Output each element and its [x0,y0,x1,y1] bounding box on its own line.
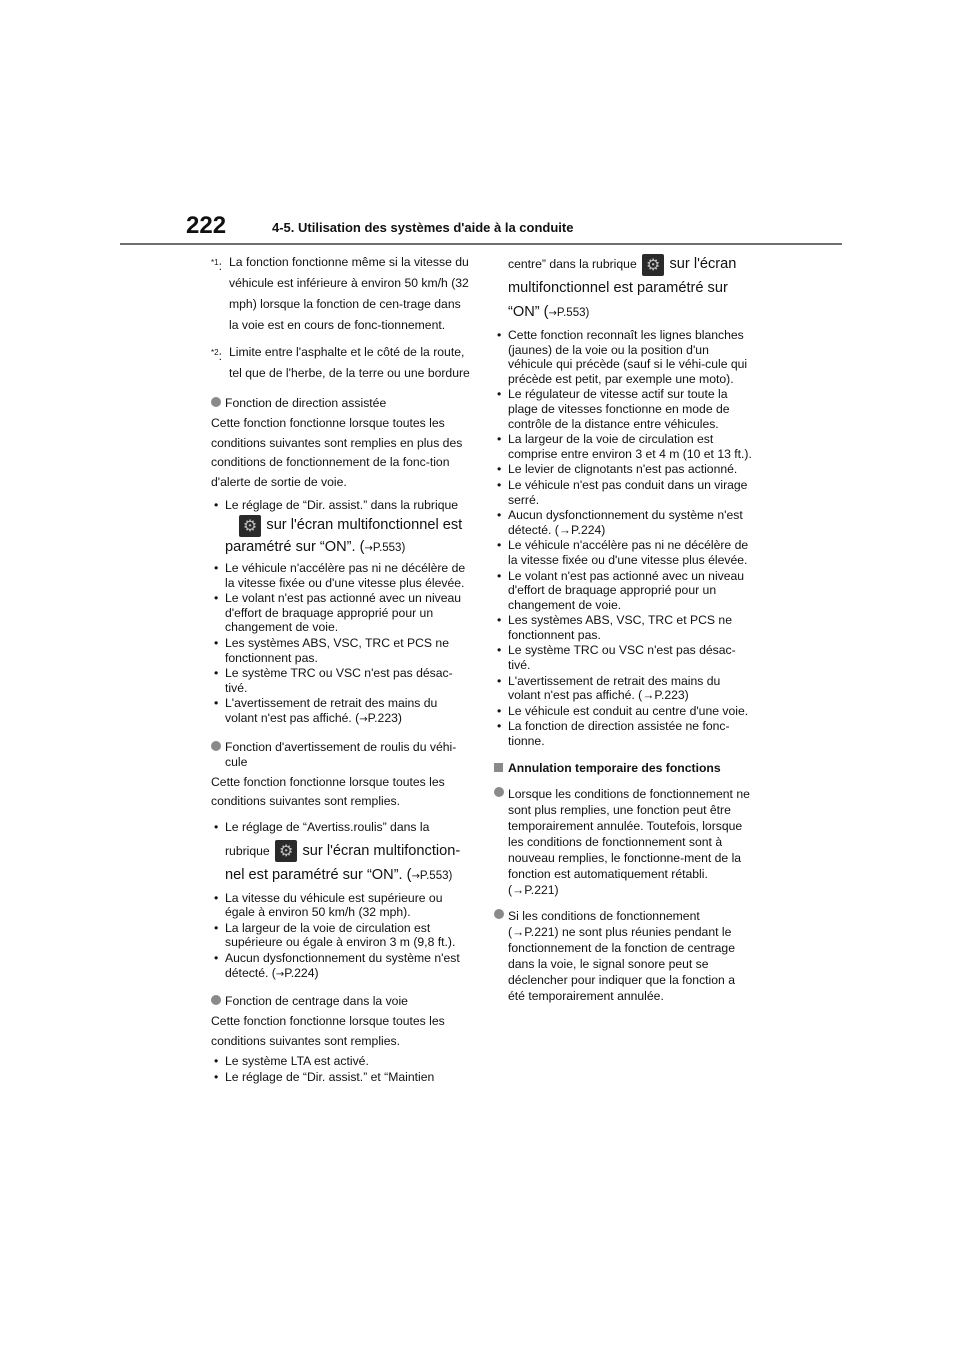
section-title: 4-5. Utilisation des systèmes d'aide à la conduite [272,220,574,235]
header-rule [120,243,842,245]
bullet-circle-icon [494,909,504,919]
cancel-heading: Annulation temporaire des fonctions [494,761,752,776]
gear-icon [275,840,297,862]
list-item: • Le réglage de “Dir. assist.” dans la rubrique ⚙ sur l'écran multifonctionnel est paramétré sur “ON”. (→P.553) [211,495,473,559]
list-item: • Le régulateur de vitesse actif sur toute la plage de vitesses fonctionne en mode de contrôle de la distance entre véhicules. [494,387,752,431]
list-item: • Le réglage de “Dir. assist.” et “Maintien [211,1070,473,1085]
page-header [0,0,960,250]
footnote-2-mark: $^{*2}$: [211,348,222,364]
list-item: • Le volant n'est pas actionné avec un niveau d'effort de braquage approprié pour un changement de voie. [211,591,473,635]
list-item: • La fonction de direction assistée ne fonc-tionne. [494,719,752,748]
bullet-circle-icon [211,397,221,407]
list-item: • Aucun dysfonctionnement du système n'est détecté. (→P.224) [494,508,752,537]
cancel-paragraph-2: Si les conditions de fonctionnement (→P.221) ne sont plus réunies pendant le fonctionnement de la fonction de centrage dans la voie, le signal sonore peut se déclencher pour indiquer que la fonction a été temporairement annulée. [494,908,752,1004]
steering-intro: Cette fonction fonctionne lorsque toutes les conditions suivantes sont remplies en plus des conditions de fonctionnement de la fonc-tion d'alerte de sortie de voie. [211,416,463,489]
list-item: • Les systèmes ABS, VSC, TRC et PCS ne fonctionnent pas. [494,613,752,642]
left-column [211,252,473,1084]
page-number: 222 [186,212,227,239]
list-item: • La vitesse du véhicule est supérieure ou égale à environ 50 km/h (32 mph). [211,891,473,920]
list-item: • L'avertissement de retrait des mains du volant n'est pas affiché. (→P.223) [494,674,752,703]
list-item: • Le réglage de “Avertiss.roulis” dans la rubrique ⚙ sur l'écran multifonction-nel est paramétré sur “ON”. (→P.553) [211,815,473,889]
list-item: • Le véhicule n'accélère pas ni ne décélère de la vitesse fixée ou d'une vitesse plus élevée. [494,538,752,567]
footnote-1 [211,252,473,336]
sway-heading: Fonction d'avertissement de roulis du véhi-cule [211,740,473,770]
list-item: • Le volant n'est pas actionné avec un niveau d'effort de braquage approprié pour un changement de voie. [494,569,752,613]
centering-heading: Fonction de centrage dans la voie [211,994,473,1009]
list-item: • Le véhicule est conduit au centre d'une voie. [494,704,752,719]
bullet-circle-icon [211,995,221,1005]
bullet-square-icon [494,763,503,772]
list-item: • L'avertissement de retrait des mains du volant n'est pas affiché. (→P.223) [211,696,473,727]
bullet-circle-icon [211,741,221,751]
cancel-paragraph-1: Lorsque les conditions de fonctionnement ne sont plus remplies, une fonction peut être temporairement annulée. Toutefois, lorsque les conditions de fonctionnement sont à nouveau remplies, le fonctionne-ment de la fonction est automatiquement rétabli. (→P.221) [494,786,752,898]
list-item: • Cette fonction reconnaît les lignes blanches (jaunes) de la voie ou la position d'un véhicule qui précède (sauf si le véhi-cule qui précède est petit, par exemple une moto). [494,328,752,386]
centering-setting-continued: centre” dans la rubrique ⚙ sur l'écran multifonctionnel est paramétré sur “ON” (→P.553) [494,252,752,326]
footnote-2-text: Limite entre l'asphalte et le côté de la route, tel que de l'herbe, de la terre ou une bordure [229,345,470,380]
list-item: • Le système TRC ou VSC n'est pas désac-tivé. [494,643,752,672]
gear-icon [642,254,664,276]
list-item: • Le véhicule n'est pas conduit dans un virage serré. [494,478,752,507]
footnote-1-text: La fonction fonctionne même si la vitesse du véhicule est inférieure à environ 50 km/h (32 mph) lorsque la fonction de cen-trage dans la voie est en cours de fonc-tionnement. [229,255,469,332]
centering-conditions [211,1054,473,1084]
gear-icon [239,515,261,537]
steering-setting [211,495,473,559]
steering-conditions [211,561,473,728]
sway-intro: Cette fonction fonctionne lorsque toutes les conditions suivantes sont remplies. [211,774,445,809]
centering-intro: Cette fonction fonctionne lorsque toutes les conditions suivantes sont remplies. [211,1014,445,1048]
list-item: • Le véhicule n'accélère pas ni ne décélère de la vitesse fixée ou d'une vitesse plus élevée. [211,561,473,590]
footnote-1-mark: $^{*1}$: [211,258,222,274]
right-column [494,252,752,1004]
list-item: • Le système TRC ou VSC n'est pas désac-tivé. [211,666,473,695]
list-item: • La largeur de la voie de circulation est supérieure ou égale à environ 3 m (9,8 ft.). [211,921,473,950]
sway-setting [211,815,473,889]
list-item: • La largeur de la voie de circulation est comprise entre environ 3 et 4 m (10 et 13 ft.). [494,432,752,461]
list-item: • Aucun dysfonctionnement du système n'est détecté. (→P.224) [211,951,473,982]
centering-conditions-continued [494,328,752,749]
list-item: • Le levier de clignotants n'est pas actionné. [494,462,752,477]
bullet-circle-icon [494,787,504,797]
list-item: • Les systèmes ABS, VSC, TRC et PCS ne fonctionnent pas. [211,636,473,665]
steering-heading: Fonction de direction assistée [211,396,473,411]
footnote-2 [211,342,473,384]
list-item: • Le système LTA est activé. [211,1054,473,1069]
sway-conditions [211,891,473,983]
